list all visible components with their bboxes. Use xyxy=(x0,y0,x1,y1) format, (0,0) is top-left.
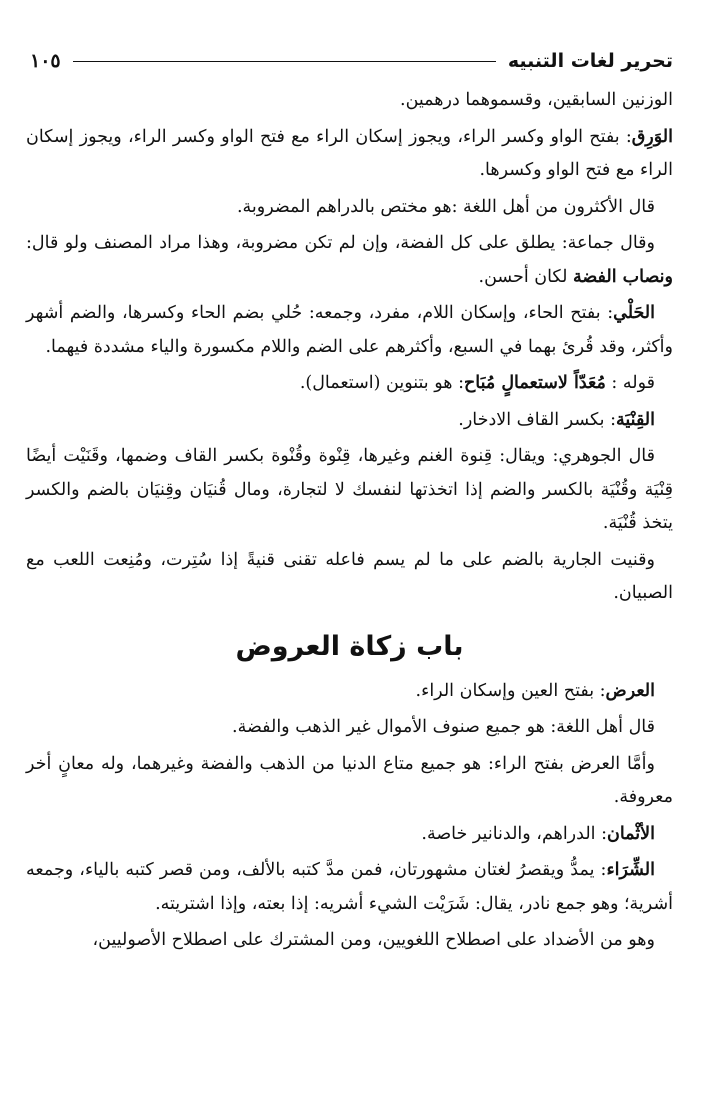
paragraph xyxy=(26,440,673,541)
paragraph-text: : بفتح الواو وكسر الراء، ويجوز إسكان الراء مع فتح الواو وكسر الراء، ويجوز إسكان الراء مع فتح الواو وكسرها. xyxy=(26,126,673,180)
running-header xyxy=(30,48,673,74)
paragraph-text: قوله : xyxy=(605,373,655,393)
quoted-phrase: مُعَدّاً لاستعمالٍ مُبَاح xyxy=(463,373,606,393)
header-rule xyxy=(73,61,496,62)
paragraph-text: لكان أحسن. xyxy=(478,266,573,287)
paragraph xyxy=(26,227,673,294)
paragraph-text: قال أهل اللغة: هو جميع صنوف الأموال غير الذهب والفضة. xyxy=(232,717,655,737)
paragraph-text: وأمَّا العرض بفتح الراء: هو جميع متاع الدنيا من الذهب والفضة وغيرهما، وله معانٍ أخر معروفة. xyxy=(26,753,673,807)
paragraph xyxy=(26,924,673,958)
paragraph-text: : يمدُّ ويقصرُ لغتان مشهورتان، فمن مدَّ كتبه بالألف، ومن قصر كتبه بالياء، وجمعه أشرية؛ وهو جمع نادر، يقال: شَرَيْت الشيء أشريه: إذا بعته، وإذا اشتريته. xyxy=(26,860,673,914)
paragraph xyxy=(26,191,673,225)
paragraph xyxy=(26,675,673,709)
running-header-title: تحرير لغات التنبيه xyxy=(507,50,673,72)
paragraph-text: قال الجوهري: ويقال: قِنوة الغنم وغيرها، قِنْوة وقُنْوة بكسر القاف وضمها، وقَنَيْت أيضًا قِنْيَة وقُنْيَة بالكسر والضم إذا اتخذتها لنفسك لا لتجارة، ومال قُنيَان وقِنيَان بالضم والكسر يتخذ قُنْيَة. xyxy=(26,446,673,533)
lemma: الشِّرَاء xyxy=(606,860,655,880)
paragraph-text: : بفتح الحاء، وإسكان اللام، مفرد، وجمعه: حُلي بضم الحاء وكسرها، والضم أشهر وأكثر، وقد قُرئ بهما في السبع، وأكثرهم على الضم واللام مكسورة والياء مشددة فيهما. xyxy=(26,303,673,357)
paragraph-text: قال الأكثرون من أهل اللغة :هو مختص بالدراهم المضروبة. xyxy=(236,196,655,217)
lemma: القِنْيَة xyxy=(616,409,655,430)
paragraph xyxy=(26,297,673,364)
paragraph-text: : الدراهم، والدنانير خاصة. xyxy=(421,823,607,844)
paragraph xyxy=(26,544,673,611)
lemma: العرض xyxy=(605,680,655,701)
paragraph-text: : بكسر القاف الادخار. xyxy=(458,409,616,430)
paragraph xyxy=(26,818,673,852)
quoted-phrase: ونصاب الفضة xyxy=(572,266,673,287)
paragraph xyxy=(26,121,673,188)
paragraph-text: وقال جماعة: يطلق على كل الفضة، وإن لم تكن مضروبة، وهذا مراد المصنف ولو قال: xyxy=(26,233,655,253)
paragraph xyxy=(26,367,673,401)
section-heading: باب زكاة العروض xyxy=(235,630,464,662)
paragraph-text: وقنيت الجارية بالضم على ما لم يسم فاعله تقنى قنيةً إذا سُتِرت، ومُنِعت اللعب مع الصبيان. xyxy=(26,549,673,603)
paragraph xyxy=(26,711,673,745)
lemma: الحَلْي xyxy=(613,303,655,323)
paragraph xyxy=(26,854,673,921)
paragraph-text: الوزنين السابقين، وقسموهما درهمين. xyxy=(400,90,673,110)
paragraph-text: : بفتح العين وإسكان الراء. xyxy=(415,680,606,701)
paragraph-text: : هو بتنوين (استعمال). xyxy=(299,373,464,393)
page-body xyxy=(26,84,673,961)
paragraph xyxy=(26,404,673,438)
paragraph-text: وهو من الأضداد على اصطلاح اللغويين، ومن المشترك على اصطلاح الأصوليين، xyxy=(92,930,655,950)
paragraph xyxy=(26,748,673,815)
lemma: الوَرِق xyxy=(631,126,673,147)
lemma: الأثْمان xyxy=(606,823,655,844)
paragraph xyxy=(26,84,673,118)
page-number: ١٠٥ xyxy=(30,50,61,72)
